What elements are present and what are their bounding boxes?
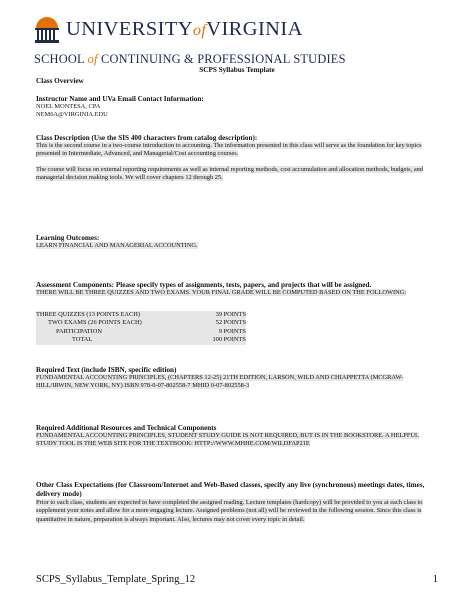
grade-points: 9 POINTS — [218, 327, 246, 335]
resources-heading: Required Additional Resources and Technical Components — [36, 424, 217, 432]
instructor-email: NEM6A@VIRGINIA.EDU — [36, 111, 108, 119]
uva-scps-logo — [32, 16, 346, 72]
learning-outcomes-heading: Learning Outcomes: — [36, 234, 100, 242]
grading-table — [36, 311, 246, 345]
instructor-name: NOEL MONTESA, CPA — [36, 103, 101, 110]
required-text-info: FUNDAMENTAL ACCOUNTING PRINCIPLES, (CHAPTERS 12-25) 21TH EDITION, LARSON, WILD AND CHIAPPETTA (MCGRAW-HILL/IRWIN, NEW YORK, NY) ISBN 978-0-07-802558-7 MHID 0-07-802558-3 — [36, 374, 404, 390]
expectations-heading: Other Class Expectations (for Classroom/Internet and Web-Based classes, specify any live (synchronous) meetings dates, times, delivery mode) — [36, 481, 425, 498]
instructor-heading: Instructor Name and UVa Email Contact Information: — [36, 95, 204, 103]
grade-points: 39 POINTS — [215, 311, 246, 318]
school-name: SCHOOL of CONTINUING & PROFESSIONAL STUDIES — [34, 52, 346, 66]
university-name: UNIVERSITYofVIRGINIA — [66, 18, 303, 40]
footer-template-name: SCPS_Syllabus_Template_Spring_12 — [36, 574, 196, 585]
grade-row — [36, 311, 246, 319]
grade-row — [36, 328, 246, 336]
grade-row — [36, 319, 246, 327]
resources-text: FUNDAMENTAL ACCOUNTING PRINCIPLES, STUDENT STUDY GUIDE IS NOT REQUIRED, BUT IS IN THE BOOKSTORE. A HELPFUL STUDY TOOL IS THE WEB SITE FOR THE TEXTBOOK: HTTP://WWW.MHHE.COM/WILDFAP21E — [36, 432, 419, 448]
description-heading: Class Description (Use the SIS 400 characters from catalog description): — [36, 134, 258, 142]
description-paragraph-2: The course will focus on external reporting requirements as well as internal reporting methods, cost accumulation and allocation methods, budgets, and managerial decision making tools. We will cover chapters 12 through 25. — [36, 166, 424, 182]
assessment-heading: Assessment Components: Please specify types of assignments, tests, papers, and projects that will be assigned. — [36, 281, 372, 289]
learning-outcomes-text: LEARN FINANCIAL AND MANAGERIAL ACCOUNTING. — [36, 242, 198, 249]
expectations-text: Prior to each class, students are expected to have completed the assigned reading. Lecture templates (hardcopy) will be provided to you at each class to supplement your notes and allow for a more engaging lecture. Assigned problems (not all) will be reviewed in the following session. Since this class is quantitative in nature, preparation is always important. Also, lectures may not cover every topic in detail. — [36, 499, 423, 523]
grade-item: PARTICIPATION — [56, 327, 103, 335]
grade-points: 52 POINTS — [215, 319, 246, 327]
grade-points: 100 POINTS — [212, 336, 246, 344]
assessment-text: THERE WILL BE THREE QUIZZES AND TWO EXAMS. YOUR FINAL GRADE WILL BE COMPUTED BASED ON THE FOLLOWING: — [36, 289, 407, 296]
description-paragraph-1: This is the second course in a two-course introduction to accounting. The information presented in this class will serve as the foundation for key topics presented in Intermediate, Advanced, and Managerial/Cost accounting courses. — [36, 142, 422, 158]
grade-row — [36, 336, 246, 344]
page-number: 1 — [432, 574, 438, 585]
instructor-info — [36, 103, 438, 120]
grade-item: TOTAL — [72, 336, 93, 344]
grade-item: THREE QUIZZES (13 POINTS EACH) — [36, 311, 141, 318]
document-title: SCPS Syllabus Template — [199, 66, 275, 74]
grade-item: TWO EXAMS (26 POINTS EACH) — [48, 319, 142, 327]
rotunda-logo-icon — [32, 16, 62, 46]
required-text-heading: Required Text (include ISBN, specific edition) — [36, 366, 177, 374]
class-overview-heading: Class Overview — [36, 77, 84, 85]
